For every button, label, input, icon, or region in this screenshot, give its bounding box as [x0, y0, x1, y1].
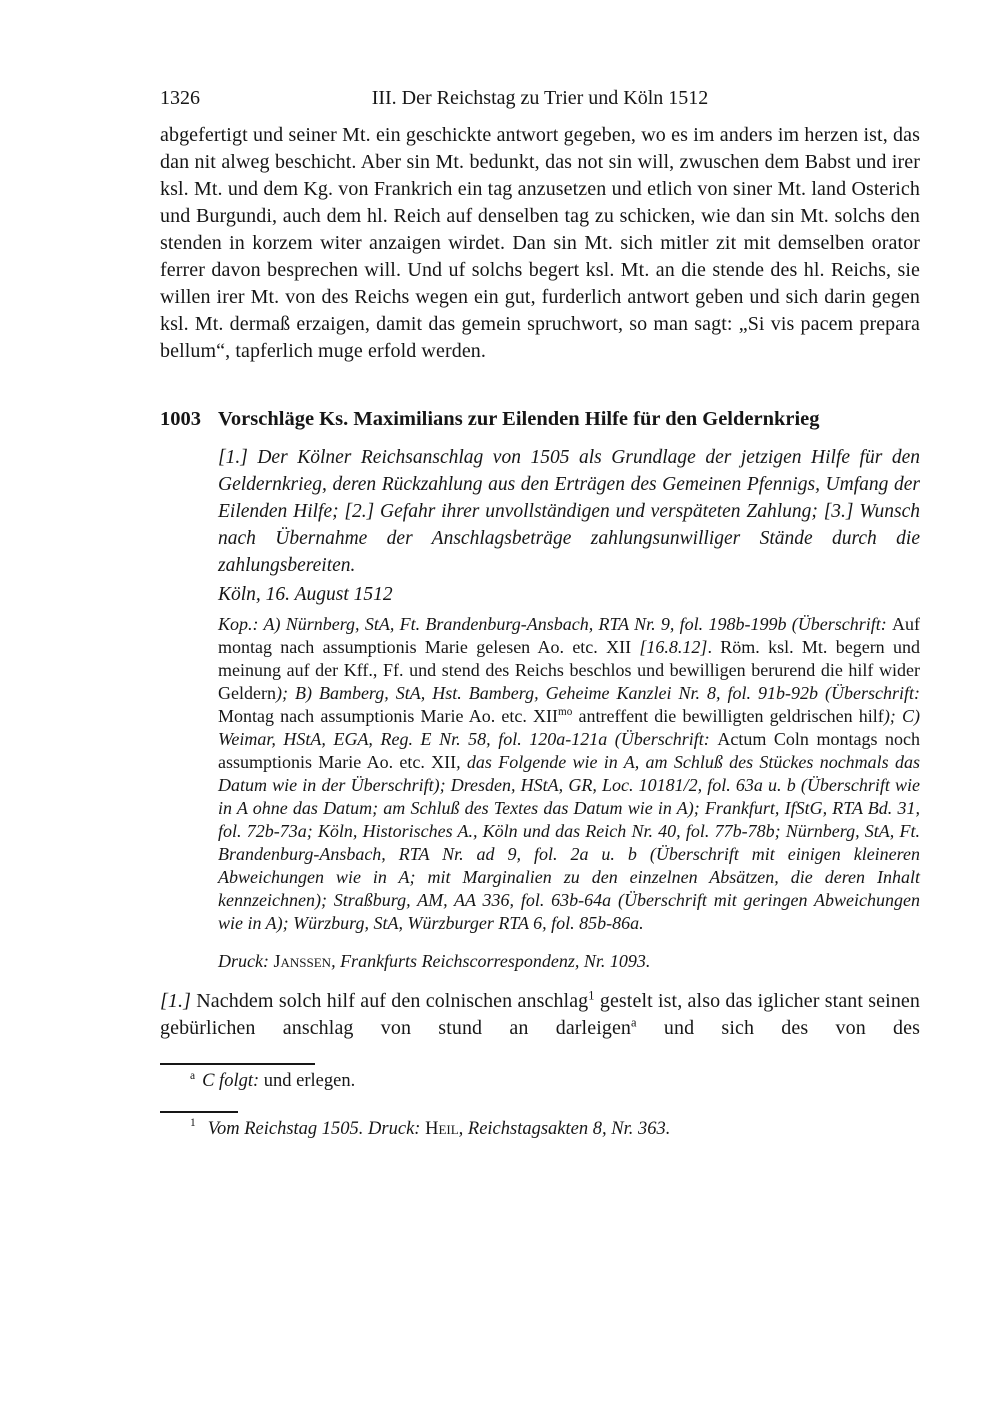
entry-title: Vorschläge Ks. Maximilians zur Eilenden Hilfe für den Geldernkrieg: [218, 408, 820, 430]
text-block: [160, 85, 920, 1158]
page-number: 1326: [160, 87, 200, 109]
footnote-number-marker: 1: [190, 1117, 196, 1130]
continuation-paragraph: abgefertigt und seiner Mt. ein geschickte antwort gegeben, wo es im anders im herzen ist, das dan nit alweg beschicht. Aber sin Mt. bedunkt, das not sin will, zwuschen dem Babst und irer ksl. Mt. und dem Kg. von Frankrich ein tag anzusetzen und etlich von siner Mt. land Osterich und Burgundi, auch dem hl. Reich auf denselben tag zu schicken, wie dan sin Mt. solchs den stenden in korzem witer anzaigen wirdet. Dan sin Mt. sich mitler zit mit demselben orator ferrer davon besprechen will. Und uf solchs begert ksl. Mt. an die stende des hl. Reichs, sie willen irer Mt. von des Reichs wegen ein gut, furderlich antwort geben und sich darin gegen ksl. Mt. dermaß erzaigen, damit das gemein spruchwort, so man sagt: „Si vis pacem prepara bellum“, tapferlich muge erfold werden.: [160, 124, 920, 362]
entry-heading: [160, 406, 920, 433]
running-title: III. Der Reichstag zu Trier und Köln 1512: [371, 87, 709, 109]
footnote-rule-letter: [160, 1063, 315, 1065]
footnote-letter: [160, 1070, 920, 1092]
footnote-number: [160, 1118, 920, 1140]
footnote-rule-number: [160, 1111, 238, 1113]
running-head: [160, 85, 920, 112]
footnotes: [160, 1063, 920, 1140]
entry-body-paragraph: [1.] Nachdem solch hilf auf den colnischen anschlag$^1$ gestelt ist, also das iglicher stant seinen gebürlichen anschlag von stund an darleigen$^a$ und sich des von des: [160, 988, 921, 1039]
footnote-letter-text: C folgt: und erlegen.: [202, 1071, 356, 1091]
print-note: Druck: Janssen, Frankfurts Reichscorrespondenz, Nr. 1093.: [218, 951, 651, 971]
copies-note: Kop.: A) Nürnberg, StA, Ft. Brandenburg-Ansbach, RTA Nr. 9, fol. 198b-199b (Überschrift: Auf montag nach assumptionis Marie gelesen Ao. etc. XII [16.8.12]. Röm. ksl. Mt. begern und meinung auf der Kff., Ff. und stend des Reichs beschlos und bewilligen berurend die hilf wider Geldern); B) Bamberg, StA, Hst. Bamberg, Geheime Kanzlei Nr. 8, fol. 91b-92b (Überschrift: Montag nach assumptionis Marie Ao. etc. $XII^{mo}$ antreffent die bewilligten geldrischen hilf); C) Weimar, HStA, EGA, Reg. E Nr. 58, fol. 120a-121a (Überschrift: Actum Coln montags noch assumptionis Marie Ao. etc. XII, das Folgende wie in A, am Schluß des Stückes nochmals das Datum wie in der Überschrift); Dresden, HStA, GR, Loc. 10181/2, fol. 63a u. b (Überschrift wie in A ohne das Datum; am Schluß des Textes das Datum wie in A); Frankfurt, IfStG, RTA Bd. 31, fol. 72b-73a; Köln, Historisches A., Köln und das Reich Nr. 40, fol. 77b-78b; Nürnberg, StA, Ft. Brandenburg-Ansbach, RTA Nr. ad 9, fol. 2a u. b (Überschrift mit einigen kleineren Abweichungen wie in A; mit Marginalien zu den einzelnen Absätzen, die deren Inhalt kennzeichnen); Straßburg, AM, AA 336, fol. 63b-64a (Überschrift mit geringen Abweichungen wie in A); Würzburg, StA, Würzburger RTA 6, fol. 85b-86a.: [218, 614, 920, 933]
footnote-letter-marker: a: [190, 1069, 196, 1082]
entry-summary: [1.] Der Kölner Reichsanschlag von 1505 als Grundlage der jetzigen Hilfe für den Geldernkrieg, deren Rückzahlung aus den Erträgen des Gemeinen Pfennigs, Umfang der Eilenden Hilfe; [2.] Gefahr ihrer unvollständigen und verspäteten Zahlung; [3.] Wunsch nach Übernahme der Anschlagsbeträge zahlungsunwilliger Stände durch die zahlungsbereiten.: [218, 447, 920, 576]
footnote-number-text: Vom Reichstag 1505. Druck: Heil, Reichstagsakten 8, Nr. 363.: [207, 1118, 671, 1139]
entry-number: 1003: [160, 408, 201, 430]
place-date-line: Köln, 16. August 1512: [218, 584, 393, 605]
